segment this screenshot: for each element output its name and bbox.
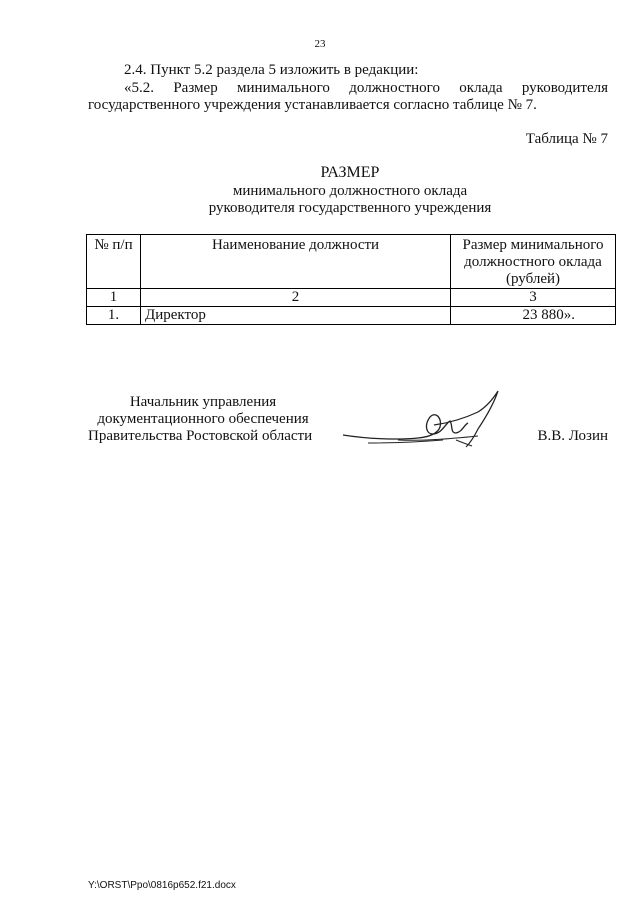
numbering-cell: 3: [451, 289, 616, 307]
title-subline-2: руководителя государственного учреждения: [208, 200, 492, 216]
row-position: Директор: [141, 307, 451, 325]
table-label: Таблица № 7: [525, 131, 608, 147]
row-salary: 23 880».: [451, 307, 616, 325]
handwritten-signature: [338, 385, 508, 455]
signature-title-line-3: Правительства Ростовской области: [88, 428, 313, 444]
table-row: [87, 307, 616, 325]
quote-line-2: государственного учреждения устанавливается согласно таблице № 7.: [88, 97, 537, 113]
title-subline-1: минимального должностного оклада: [232, 183, 468, 199]
row-number: 1.: [87, 307, 141, 325]
salary-table: [86, 234, 616, 325]
table-header-row: [87, 235, 616, 289]
signature-title-line-2: документационного обеспечения: [97, 411, 309, 427]
header-salary: Размер минимального должностного оклада (рублей): [451, 235, 616, 289]
table-numbering-row: [87, 289, 616, 307]
signature-title-line-1: Начальник управления: [129, 394, 277, 410]
title-heading: РАЗМЕР: [320, 164, 380, 181]
numbering-cell: 2: [141, 289, 451, 307]
header-number: № п/п: [87, 235, 141, 289]
header-position: Наименование должности: [141, 235, 451, 289]
amendment-point: 2.4. Пункт 5.2 раздела 5 изложить в редакции:: [124, 62, 419, 78]
quote-line-1: «5.2. Размер минимального должностного оклада руководителя: [124, 80, 608, 96]
numbering-cell: 1: [87, 289, 141, 307]
file-path: Y:\ORST\Ppo\0816p652.f21.docx: [88, 880, 236, 891]
signatory-name: В.В. Лозин: [537, 428, 608, 444]
page-number: 23: [314, 38, 326, 50]
